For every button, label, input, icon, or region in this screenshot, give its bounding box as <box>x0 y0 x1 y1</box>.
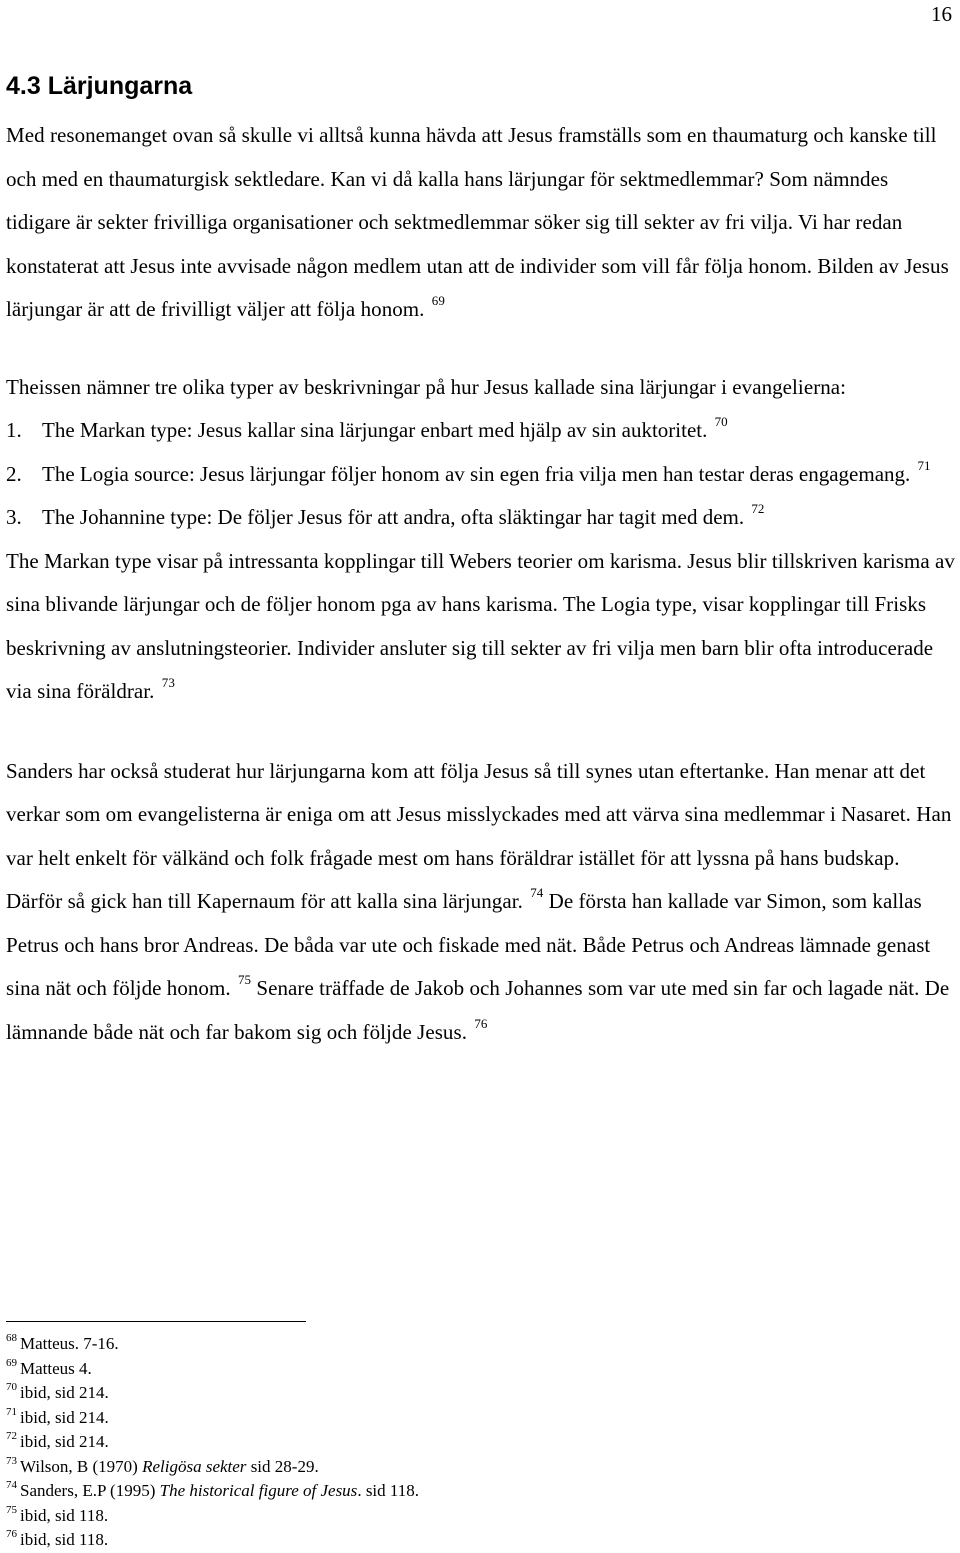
list-item-text: The Johannine type: De följer Jesus för att andra, ofta släktingar har tagit med dem. <box>42 505 745 529</box>
footnote-text: ibid, sid 214. <box>20 1432 109 1451</box>
footnote-ref-76: 76 <box>474 1015 488 1031</box>
footnote <box>6 1455 906 1480</box>
footnote-number: 75 <box>6 1503 17 1516</box>
footnote <box>6 1528 906 1553</box>
paragraph-4-text-2: De första han kallade var Simon, som kallas Petrus och hans bror Andreas. De båda var ute och fiskade med nät. Både Petrus och Andreas lämnade genast sina nät och följde honom. <box>6 889 931 1000</box>
footnote-text: Matteus 4. <box>20 1358 92 1378</box>
list-item-number: 2. <box>6 461 22 486</box>
footnote-text: Sanders, E.P (1995) <box>20 1481 160 1500</box>
footnote <box>6 1381 906 1406</box>
paragraph-4-text-1: Sanders har också studerat hur lärjungarna kom att följa Jesus så till synes utan eftertanke. Han menar att det verkar som om evangelisterna är eniga om att Jesus misslyckades med att värva sina medlemmar i Nasaret. Han var helt enkelt för välkänd och folk frågade mest om hans föräldrar istället för att lyssna på hans budskap. Därför så gick han till Kapernaum för att kalla sina lärjungar. <box>6 758 952 913</box>
paragraph-3-text: The Markan type visar på intressanta kopplingar till Webers teorier om karisma. Jesus blir tillskriven karisma av sina blivande lärjungar och de följer honom pga av hans karisma. The Logia type, visar kopplingar till Frisks beskrivning av anslutningsteorier. Individer ansluter sig till sekter av fri vilja men barn blir ofta introducerade via sina föräldrar. <box>6 548 955 703</box>
footnote-ref-71: 71 <box>917 457 931 473</box>
footnote-ref-72: 72 <box>751 501 765 516</box>
footnote-title: Religösa sekter <box>142 1456 247 1476</box>
list-item <box>6 453 956 497</box>
paragraph-4 <box>6 750 956 1055</box>
list-item-number: 1. <box>6 418 22 442</box>
footnote-number: 69 <box>6 1356 17 1369</box>
footnote-text: ibid, sid 118. <box>20 1505 109 1525</box>
footnote-number: 68 <box>6 1332 17 1344</box>
call-types-list <box>6 409 956 540</box>
footnote-number: 71 <box>6 1405 17 1418</box>
footnote-text: Matteus. 7-16. <box>20 1334 119 1353</box>
footnote-text: ibid, sid 214. <box>20 1383 109 1402</box>
footnote-text: sid 28-29. <box>246 1456 319 1476</box>
footnote-text: ibid, sid 214. <box>20 1407 109 1427</box>
footnote-ref-70: 70 <box>714 414 728 429</box>
footnote <box>6 1332 906 1357</box>
footnote-number: 70 <box>6 1381 17 1393</box>
footnote-ref-75: 75 <box>237 972 252 987</box>
footnote <box>6 1406 906 1431</box>
list-item-number: 3. <box>6 505 22 529</box>
page-number: 16 <box>931 2 952 26</box>
paragraph-gap <box>6 714 956 750</box>
footnote-ref-73: 73 <box>161 675 175 690</box>
list-item <box>6 496 956 540</box>
paragraph-2-intro: Theissen nämner tre olika typer av beskrivningar på hur Jesus kallade sina lärjungar i evangelierna: <box>6 374 847 399</box>
footnote <box>6 1479 906 1504</box>
footnote <box>6 1504 906 1529</box>
paragraph-1 <box>6 114 956 332</box>
footnote-ref-69: 69 <box>431 293 445 308</box>
footnote-number: 76 <box>6 1528 17 1540</box>
list-item-text: The Logia source: Jesus lärjungar följer honom av sin egen fria vilja men han testar deras engagemang. <box>42 461 911 486</box>
list-item <box>6 409 956 453</box>
paragraph-4-text-3: Senare träffade de Jakob och Johannes som var ute med sin far och lagade nät. De lämnande både nät och far bakom sig och följde Jesus. <box>6 976 950 1044</box>
footnote-divider <box>6 1321 306 1322</box>
footnote-text: Wilson, B (1970) <box>20 1456 143 1476</box>
footnote <box>6 1357 906 1382</box>
paragraph-3 <box>6 540 956 714</box>
footnotes <box>6 1332 906 1553</box>
footnote-number: 73 <box>6 1454 17 1467</box>
paragraph-1-text: Med resonemanget ovan så skulle vi alltså kunna hävda att Jesus framställs som en thaumaturg och kanske till och med en thaumaturgisk sektledare. Kan vi då kalla hans lärjungar för sektmedlemmar? Som nämndes tidigare är sekter frivilliga organisationer och sektmedlemmar söker sig till sekter av fri vilja. Vi har redan konstaterat att Jesus inte avvisade någon medlem utan att de individer som vill får följa honom. Bilden av Jesus lärjungar är att de frivilligt väljer att följa honom. <box>6 123 949 321</box>
footnote-number: 72 <box>6 1430 17 1442</box>
footnote-number: 74 <box>6 1479 17 1491</box>
footnote-text: ibid, sid 118. <box>20 1530 109 1549</box>
list-item-text: The Markan type: Jesus kallar sina lärjungar enbart med hjälp av sin auktoritet. <box>42 418 708 442</box>
section-title: 4.3 Lärjungarna <box>6 72 193 100</box>
footnote-ref-74: 74 <box>530 885 544 900</box>
paragraph-gap <box>6 332 956 366</box>
footnote-text: . sid 118. <box>357 1481 420 1500</box>
page-content <box>6 66 956 1054</box>
footnote-title: The historical figure of Jesus <box>159 1481 358 1500</box>
footnote <box>6 1430 906 1455</box>
